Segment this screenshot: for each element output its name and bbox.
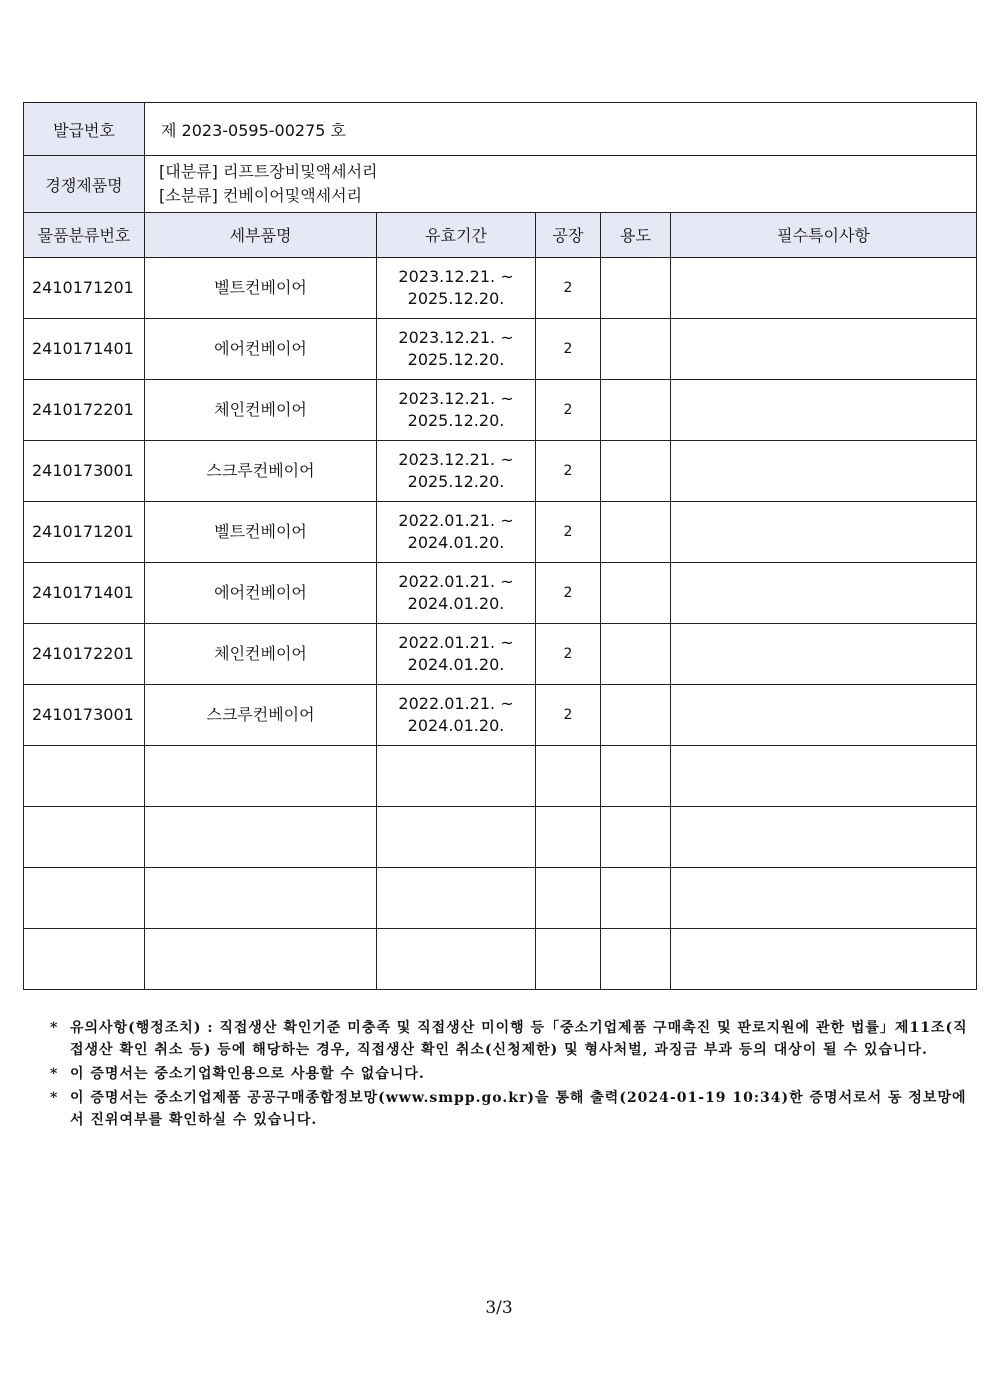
cell-period (377, 562, 536, 623)
period-start: 2023.12.21. ~ (398, 327, 514, 347)
period-start: 2022.01.21. ~ (398, 571, 514, 591)
cell-note (671, 379, 977, 440)
cell-period (377, 440, 536, 501)
cell-factory (536, 928, 601, 989)
cell-code (24, 867, 145, 928)
cell-factory (536, 745, 601, 806)
note-item (50, 1063, 975, 1085)
cell-code: 2410171201 (24, 501, 145, 562)
cell-factory: 2 (536, 501, 601, 562)
product-table (23, 212, 977, 990)
cell-name: 스크루컨베이어 (145, 440, 377, 501)
cell-name: 에어컨베이어 (145, 562, 377, 623)
cell-factory: 2 (536, 562, 601, 623)
table-body (24, 257, 977, 989)
cell-use (601, 318, 671, 379)
cell-note (671, 806, 977, 867)
competitive-product-row (24, 156, 977, 213)
cell-name (145, 928, 377, 989)
column-header-use: 용도 (601, 212, 671, 257)
cell-note (671, 562, 977, 623)
cell-code: 2410171401 (24, 318, 145, 379)
cell-factory: 2 (536, 379, 601, 440)
cell-note (671, 928, 977, 989)
note-bullet: * (50, 1020, 59, 1036)
cell-note (671, 745, 977, 806)
table-row (24, 501, 977, 562)
cell-note (671, 257, 977, 318)
cell-use (601, 440, 671, 501)
cell-use (601, 257, 671, 318)
top-info-table (23, 102, 977, 213)
table-row (24, 562, 977, 623)
note-bullet: * (50, 1090, 59, 1106)
cell-code (24, 928, 145, 989)
period-start: 2023.12.21. ~ (398, 266, 514, 286)
product-major-category: [대분류] 리프트장비및액세서리 (159, 162, 378, 181)
cell-period (377, 318, 536, 379)
cell-code (24, 745, 145, 806)
table-row (24, 379, 977, 440)
cell-factory: 2 (536, 318, 601, 379)
issue-number-row (24, 103, 977, 156)
table-row (24, 318, 977, 379)
cell-period (377, 806, 536, 867)
cell-note (671, 867, 977, 928)
period-start: 2022.01.21. ~ (398, 632, 514, 652)
column-header-name: 세부품명 (145, 212, 377, 257)
cell-period (377, 684, 536, 745)
period-end: 2024.01.20. (407, 715, 505, 735)
certificate-table-container (23, 102, 976, 990)
table-row (24, 623, 977, 684)
cell-use (601, 562, 671, 623)
note-text: 이 증명서는 중소기업제품 공공구매종합정보망(www.smpp.go.kr)을 통해 출력(2024-01-19 10:34)한 증명서로서 동 정보망에서 진위여부를 확인하실 수 있습니다. (70, 1090, 967, 1128)
cell-note (671, 623, 977, 684)
cell-name: 스크루컨베이어 (145, 684, 377, 745)
cell-period (377, 623, 536, 684)
cell-factory: 2 (536, 440, 601, 501)
note-item (50, 1017, 975, 1061)
period-start: 2023.12.21. ~ (398, 449, 514, 469)
product-minor-category: [소분류] 컨베이어및액세서리 (159, 186, 363, 205)
cell-factory: 2 (536, 684, 601, 745)
cell-code: 2410173001 (24, 684, 145, 745)
column-header-period: 유효기간 (377, 212, 536, 257)
column-header-note: 필수특이사항 (671, 212, 977, 257)
notes-section (50, 1017, 975, 1133)
cell-period (377, 928, 536, 989)
cell-code: 2410171401 (24, 562, 145, 623)
period-start: 2022.01.21. ~ (398, 510, 514, 530)
period-start: 2022.01.21. ~ (398, 693, 514, 713)
cell-period (377, 745, 536, 806)
cell-factory (536, 806, 601, 867)
period-end: 2024.01.20. (407, 654, 505, 674)
period-end: 2025.12.20. (407, 471, 505, 491)
cell-name: 벨트컨베이어 (145, 501, 377, 562)
cell-use (601, 745, 671, 806)
period-end: 2025.12.20. (407, 349, 505, 369)
cell-code (24, 806, 145, 867)
period-end: 2024.01.20. (407, 532, 505, 552)
cell-name: 에어컨베이어 (145, 318, 377, 379)
note-item (50, 1087, 975, 1131)
cell-use (601, 806, 671, 867)
period-start: 2023.12.21. ~ (398, 388, 514, 408)
cell-period (377, 501, 536, 562)
cell-period (377, 379, 536, 440)
cell-note (671, 318, 977, 379)
competitive-product-value (145, 156, 977, 213)
cell-name (145, 745, 377, 806)
note-text: 유의사항(행정조치) : 직접생산 확인기준 미충족 및 직접생산 미이행 등「중소기업제품 구매촉진 및 판로지원에 관한 법률」제11조(직접생산 확인 취소 등) 등에 해당하는 경우, 직접생산 확인 취소(신청제한) 및 형사처벌, 과징금 부과 등의 대상이 될 수 있습니다. (70, 1020, 968, 1058)
period-end: 2025.12.20. (407, 288, 505, 308)
table-row (24, 867, 977, 928)
table-row (24, 928, 977, 989)
cell-code: 2410172201 (24, 379, 145, 440)
column-header-row (24, 212, 977, 257)
cell-name (145, 806, 377, 867)
cell-use (601, 684, 671, 745)
column-header-factory: 공장 (536, 212, 601, 257)
table-row (24, 684, 977, 745)
cell-use (601, 928, 671, 989)
table-row (24, 257, 977, 318)
cell-name: 벨트컨베이어 (145, 257, 377, 318)
table-row (24, 440, 977, 501)
cell-factory: 2 (536, 623, 601, 684)
page-number: 3/3 (485, 1298, 513, 1318)
note-bullet: * (50, 1066, 59, 1082)
period-end: 2025.12.20. (407, 410, 505, 430)
cell-note (671, 684, 977, 745)
table-row (24, 745, 977, 806)
issue-number-label: 발급번호 (24, 103, 145, 156)
cell-name (145, 867, 377, 928)
cell-name: 체인컨베이어 (145, 379, 377, 440)
cell-use (601, 379, 671, 440)
cell-code: 2410173001 (24, 440, 145, 501)
cell-use (601, 623, 671, 684)
cell-use (601, 867, 671, 928)
cell-period (377, 257, 536, 318)
column-header-code: 물품분류번호 (24, 212, 145, 257)
cell-period (377, 867, 536, 928)
cell-factory (536, 867, 601, 928)
cell-use (601, 501, 671, 562)
period-end: 2024.01.20. (407, 593, 505, 613)
cell-code: 2410171201 (24, 257, 145, 318)
table-row (24, 806, 977, 867)
cell-note (671, 501, 977, 562)
competitive-product-label: 경쟁제품명 (24, 156, 145, 213)
cell-code: 2410172201 (24, 623, 145, 684)
issue-number-value: 제 2023-0595-00275 호 (145, 103, 977, 156)
cell-note (671, 440, 977, 501)
note-text: 이 증명서는 중소기업확인용으로 사용할 수 없습니다. (70, 1066, 425, 1082)
cell-name: 체인컨베이어 (145, 623, 377, 684)
cell-factory: 2 (536, 257, 601, 318)
